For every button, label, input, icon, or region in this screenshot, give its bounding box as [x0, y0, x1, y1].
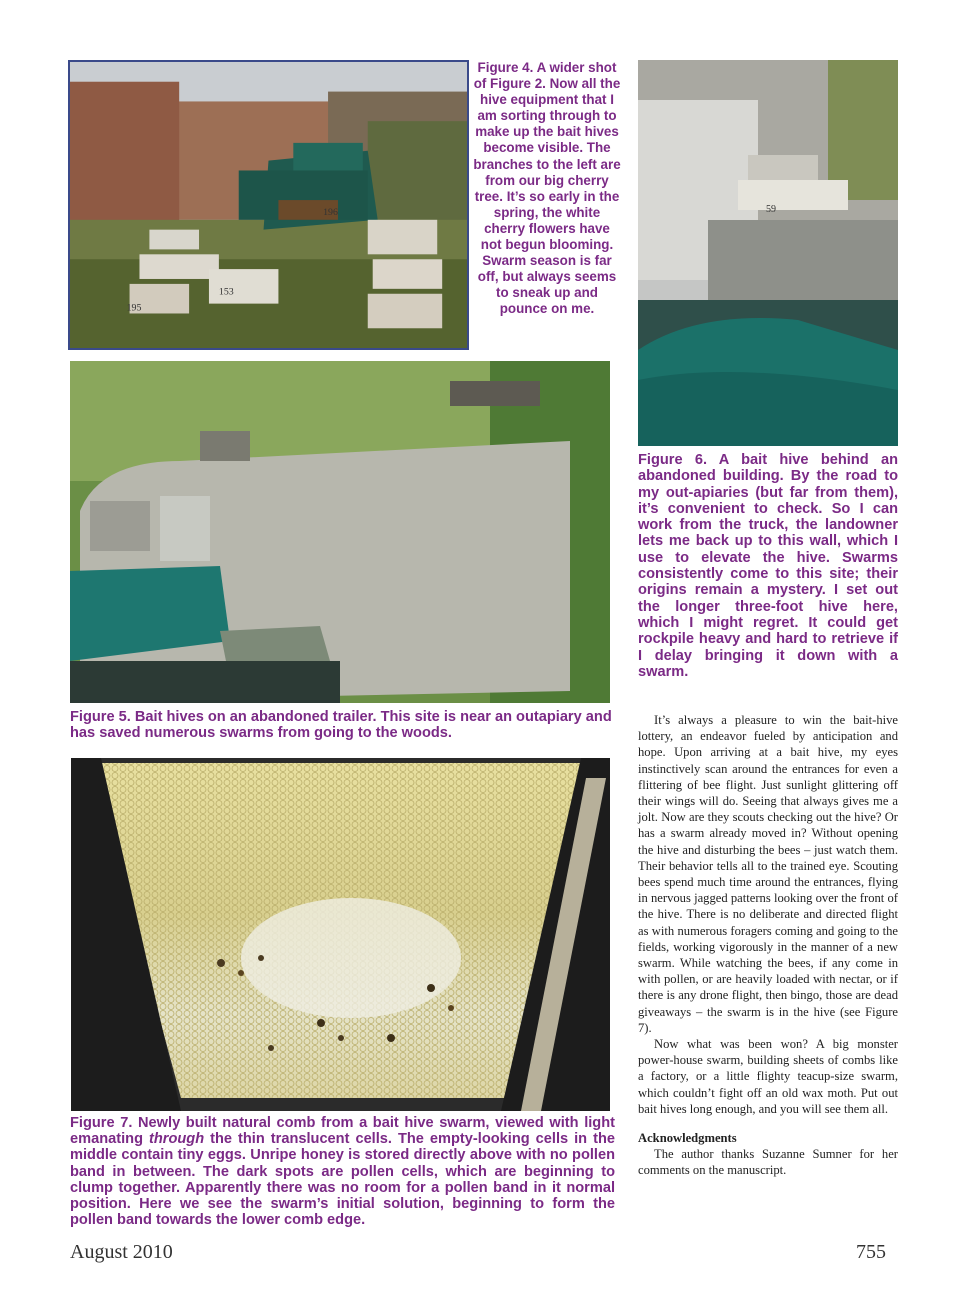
acknowledgments-heading: Acknowledgments — [638, 1131, 737, 1146]
figure-4-photo — [68, 60, 469, 350]
issue-date: August 2010 — [70, 1241, 173, 1263]
body-paragraph-1: It’s always a pleasure to win the bait-hive lottery, an endeavor fueled by anticipation and hope. Upon arriving at a bait hive, my eyes instinctively scan around the entrances for even a flittering of bee flight. Just sunlight glittering off their wings will do. Seeing that always gives me a jolt. Now are they scouts checking out the hive? Or has a swarm already moved in? Without opening the hive and disturbing the bees – just watch them. Their behavior tells all to the trained eye. Scouting bees spend much time around the entrances, flying in nervous jagged patterns looking over the front of the hive. There is no deliberate and directed flight as with numerous foragers coming and going to the fields, working vigorously in the manner of a new swarm. While watching the bees, if any come in with pollen, or are heavily loaded with nectar, or if there is any drone flight, then bingo, those are dead giveaways – the swarm is in the hive (see Figure 7). — [638, 713, 898, 1035]
figure-7-photo — [71, 758, 610, 1111]
figure-5-caption: Figure 5. Bait hives on an abandoned trailer. This site is near an outapiary and has saved numerous swarms from going to the woods. — [70, 709, 612, 742]
figure-7-caption-emphasis: through — [149, 1131, 205, 1148]
figure-6-photo — [638, 60, 898, 446]
box-label-59: 59 — [766, 204, 776, 215]
page-number: 755 — [856, 1241, 886, 1263]
article-body — [638, 712, 898, 1179]
box-label-196: 196 — [323, 206, 338, 218]
figure-7-caption-text-rest: the thin translucent cells. The empty-looking cells in the middle contain tiny eggs. Unripe honey is stored directly above with no pollen band in between. The dark spots are pollen cells, which are beginning to clump together. Apparently there was no room for a pollen band in it normal position. Here we see the swarm’s initial solution, beginning to form the pollen band towards the lower comb edge. — [70, 1131, 615, 1229]
figure-7-caption — [70, 1115, 615, 1228]
figure-7-caption-text: Figure 7. Newly built natural comb from a bait hive swarm, viewed with light emanating — [70, 1115, 615, 1148]
box-label-195: 195 — [126, 302, 142, 314]
figure-5-photo — [70, 361, 610, 703]
body-paragraph-2: Now what was been won? A big monster power-house swarm, building sheets of combs like a factory, or a little flighty teacup-size swarm, which couldn’t fight off an old wax moth. Put out bait hives long enough, and you will see them all. — [638, 1037, 898, 1116]
figure-4-caption: Figure 4. A wider shot of Figure 2. Now all the hive equipment that I am sorting through to make up the bait hives become visible. The branches to the left are from our big cherry tree. It’s so early in the spring, the white cherry flowers have not begun blooming. Swarm season is far off, but always seems to sneak up and pounce on me. — [473, 60, 621, 317]
box-label-153: 153 — [218, 286, 234, 298]
acknowledgments-text: The author thanks Suzanne Sumner for her comments on the manuscript. — [638, 1147, 898, 1178]
figure-6-caption: Figure 6. A bait hive behind an abandoned building. By the road to my out-apiaries (but far from them), it’s convenient to check. So I can work from the truck, the landowner lets me back up to this wall, which I use to elevate the hive. Swarms consistently come to this site; their origins remain a mystery. I set out the longer three-foot hive here, which I might regret. It could get rockpile heavy and hard to retrieve if I delay bringing it down with a swarm. — [638, 452, 898, 680]
